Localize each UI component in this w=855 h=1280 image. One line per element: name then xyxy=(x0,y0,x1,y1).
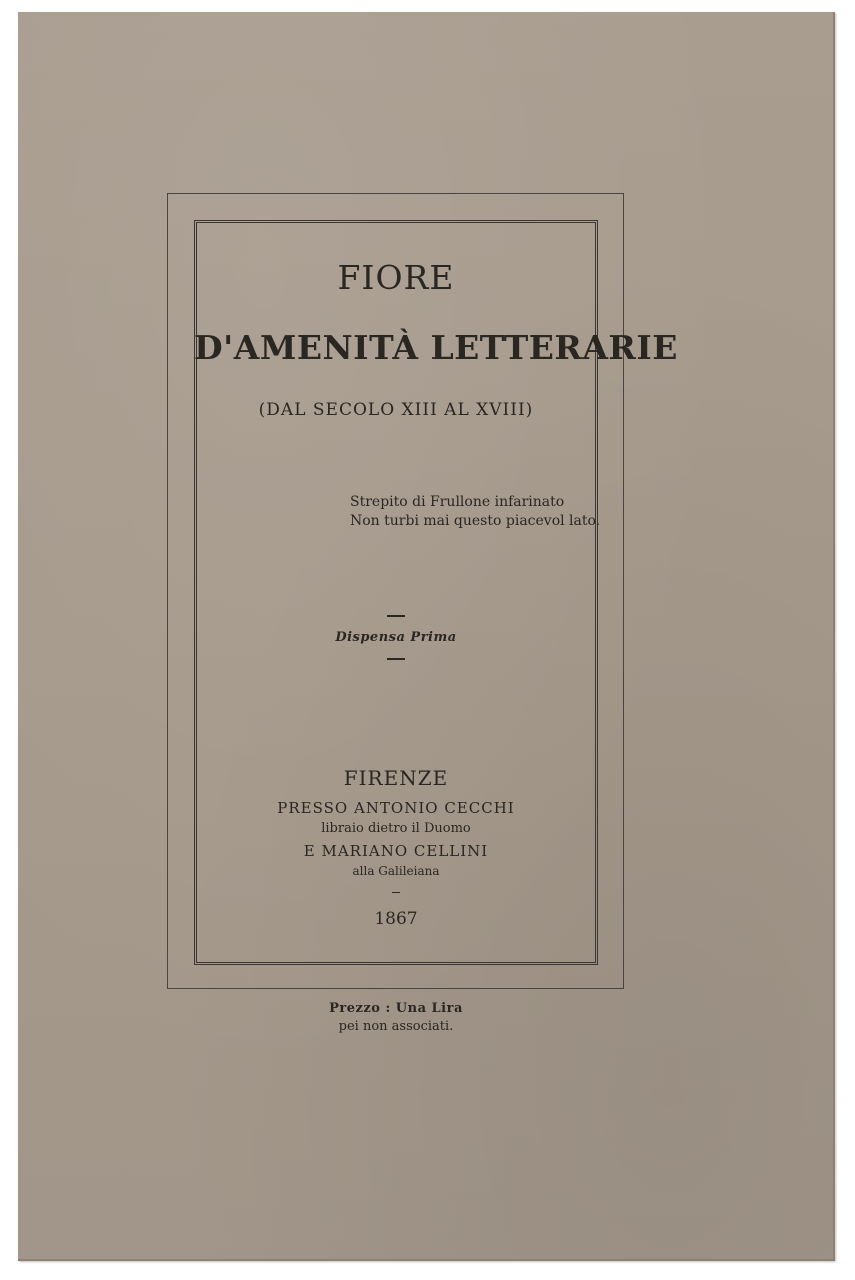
publisher-1-address: libraio dietro il Duomo xyxy=(321,821,471,836)
city: FIRENZE xyxy=(343,766,449,790)
publisher-2: E MARIANO CELLINI xyxy=(303,842,489,860)
year: 1867 xyxy=(374,909,418,929)
subtitle: (DAL SECOLO XIII AL XVIII) xyxy=(258,400,534,420)
year-divider xyxy=(392,892,400,893)
price-note: pei non associati. xyxy=(338,1019,454,1034)
motto-line-1: Strepito di Frullone infarinato xyxy=(350,494,565,510)
dispensa-label: Dispensa Prima xyxy=(335,630,457,645)
title-line-1: FIORE xyxy=(337,258,455,297)
motto-line-2: Non turbi mai questo piacevol lato. xyxy=(350,513,601,529)
publisher-1: PRESSO ANTONIO CECCHI xyxy=(277,799,515,817)
title-line-2: D'AMENITÀ LETTERARIE xyxy=(194,328,678,367)
publisher-2-address: alla Galileiana xyxy=(352,864,440,878)
divider-top xyxy=(387,615,405,617)
divider-bottom xyxy=(387,658,405,660)
price-label: Prezzo : Una Lira xyxy=(329,1001,463,1016)
